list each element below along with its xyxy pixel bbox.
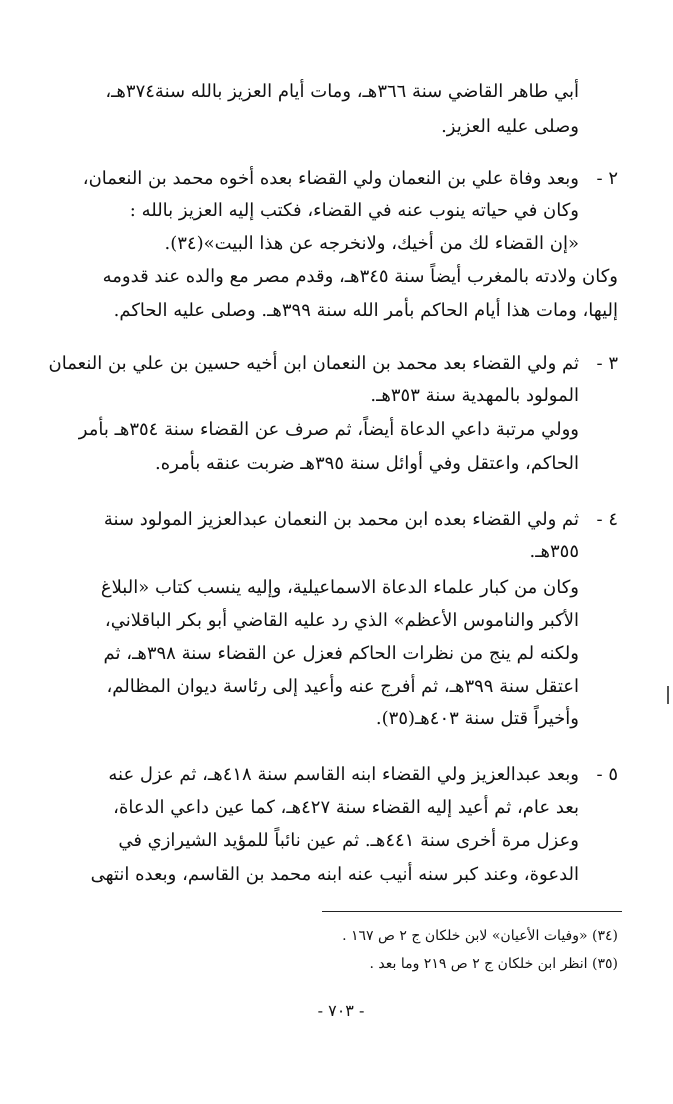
paragraph-5-line-2: بعد عام، ثم أعيد إليه القضاء سنة ٤٢٧هـ، كما عين داعي الدعاة،	[113, 797, 579, 818]
paragraph-2-line-4: وكان ولادته بالمغرب أيضاً سنة ٣٤٥هـ، وقدم مصر مع والده عند قدومه	[102, 266, 618, 287]
paragraph-5-line-4: الدعوة، وعند كبر سنه أنيب عنه ابنه محمد بن القاسم، وبعده انتهى	[90, 864, 579, 885]
footnote-34: (٣٤) «وفيات الأعيان» لابن خلكان ج ٢ ص ١٦٧ .	[342, 928, 618, 944]
paragraph-2-line-1: وبعد وفاة علي بن النعمان ولي القضاء بعده أخوه محمد بن النعمان،	[82, 168, 579, 189]
paragraph-3-line-3: وولي مرتبة داعي الدعاة أيضاً، ثم صرف عن القضاء سنة ٣٥٤هـ بأمر	[78, 419, 579, 440]
paragraph-2-line-3: «إن القضاء لك من أخيك، ولانخرجه عن هذا البيت»(٣٤).	[164, 233, 579, 254]
paragraph-3-line-1: ثم ولي القضاء بعد محمد بن النعمان ابن أخيه حسين بن علي بن النعمان	[48, 353, 579, 374]
paragraph-2-line-2: وكان في حياته ينوب عنه في القضاء، فكتب إليه العزيز بالله :	[129, 200, 579, 221]
footnote-separator	[322, 911, 622, 912]
paragraph-4-number: ٤ -	[596, 509, 618, 530]
paragraph-5-line-1: وبعد عبدالعزيز ولي القضاء ابنه القاسم سنة ٤١٨هـ، ثم عزل عنه	[108, 764, 579, 785]
paragraph-4-line-2: ٣٥٥هـ.	[529, 541, 579, 562]
paragraph-5-number: ٥ -	[596, 764, 618, 785]
page-number: - ٧٠٣ -	[317, 1001, 365, 1020]
footnote-35: (٣٥) انظر ابن خلكان ج ٢ ص ٢١٩ وما بعد .	[369, 956, 618, 972]
paragraph-4-line-3: وكان من كبار علماء الدعاة الاسماعيلية، وإليه ينسب كتاب «البلاغ	[100, 577, 579, 598]
paragraph-3-line-4: الحاكم، واعتقل وفي أوائل سنة ٣٩٥هـ ضربت عنقه بأمره.	[155, 453, 579, 474]
paragraph-3-number: ٣ -	[596, 353, 618, 374]
paragraph-5-line-3: وعزل مرة أخرى سنة ٤٤١هـ. ثم عين نائباً للمؤيد الشيرازي في	[118, 830, 579, 851]
paragraph-2-line-5: إليها، ومات هذا أيام الحاكم بأمر الله سنة ٣٩٩هـ. وصلى عليه الحاكم.	[113, 300, 618, 321]
paragraph-1-line-1: أبي طاهر القاضي سنة ٣٦٦هـ، ومات أيام العزيز بالله سنة٣٧٤هـ،	[105, 81, 579, 102]
paragraph-4-line-1: ثم ولي القضاء بعده ابن محمد بن النعمان عبدالعزيز المولود سنة	[103, 509, 579, 530]
paragraph-2-number: ٢ -	[596, 168, 618, 189]
margin-mark	[667, 686, 669, 704]
paragraph-3-line-2: المولود بالمهدية سنة ٣٥٣هـ.	[370, 385, 579, 406]
paragraph-4-line-4: الأكبر والناموس الأعظم» الذي رد عليه القاضي أبو بكر الباقلاني،	[104, 610, 579, 631]
paragraph-1-line-2: وصلى عليه العزيز.	[441, 116, 579, 137]
paragraph-4-line-6: اعتقل سنة ٣٩٩هـ، ثم أفرج عنه وأعيد إلى رئاسة ديوان المظالم،	[106, 676, 579, 697]
paragraph-4-line-5: ولكنه لم ينج من نظرات الحاكم فعزل عن القضاء سنة ٣٩٨هـ، ثم	[103, 643, 579, 664]
paragraph-4-line-7: وأخيراً قتل سنة ٤٠٣هـ(٣٥).	[375, 708, 579, 729]
